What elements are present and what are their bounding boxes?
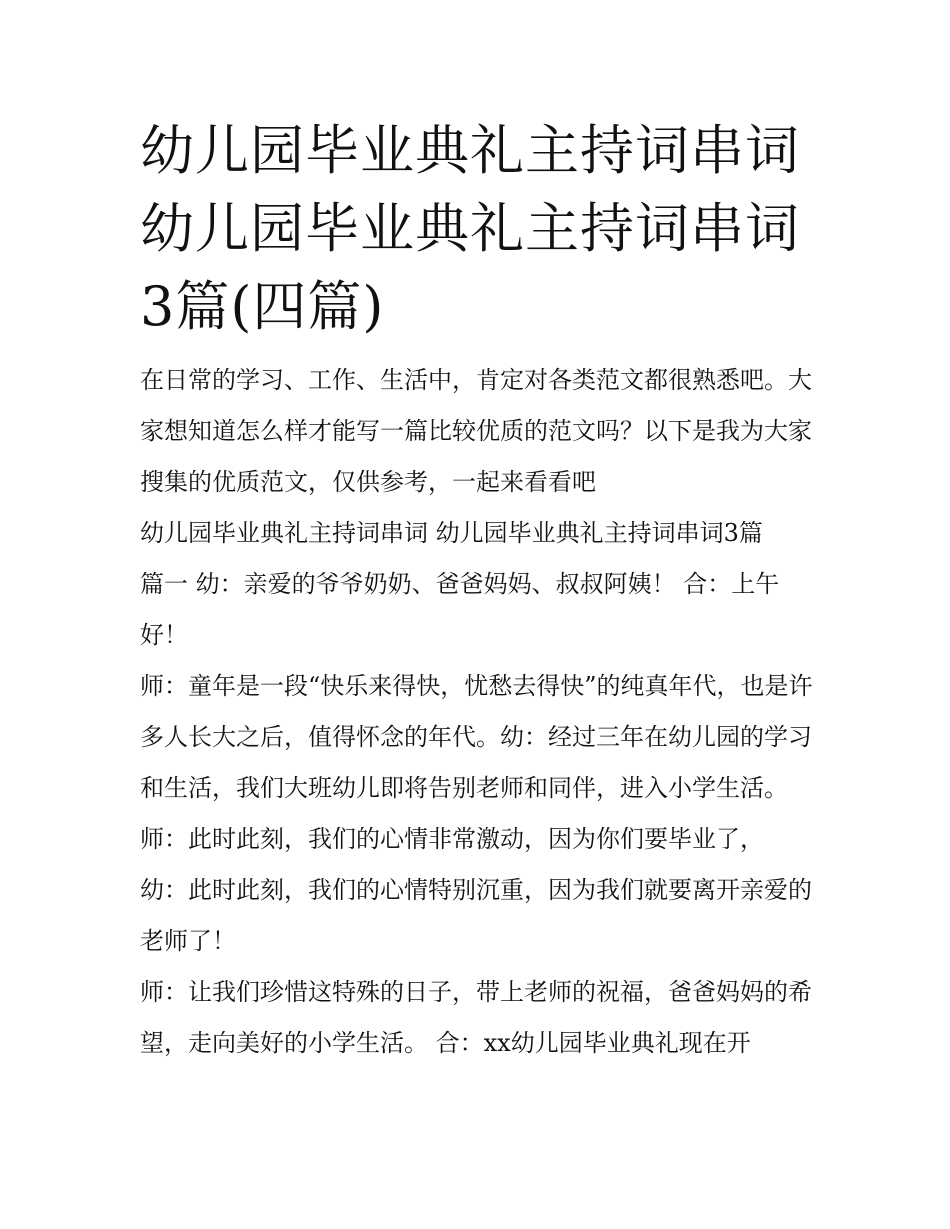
paragraph-teacher-2: 师：此时此刻，我们的心情非常激动，因为你们要毕业了， — [140, 825, 764, 853]
paragraph-heading: 幼儿园毕业典礼主持词串词 幼儿园毕业典礼主持词串词3篇 — [140, 519, 763, 547]
paragraph-child-1: 幼：此时此刻，我们的心情特别沉重，因为我们就要离开亲爱的老师了！ — [140, 876, 812, 955]
document-title: 幼儿园毕业典礼主持词串词 幼儿园毕业典礼主持词串词3篇(四篇) — [140, 119, 800, 338]
document-body — [140, 355, 820, 1069]
paragraph-teacher-1: 师：童年是一段“快乐来得快，忧愁去得快”的纯真年代，也是许多人长大之后，值得怀念的年代。幼：经过三年在幼儿园的学习和生活，我们大班幼儿即将告别老师和同伴，进入小学生活。 — [140, 672, 813, 802]
paragraph-teacher-3: 师：让我们珍惜这特殊的日子，带上老师的祝福，爸爸妈妈的希望，走向美好的小学生活。 合：xx幼儿园毕业典礼现在开 — [140, 978, 812, 1057]
paragraph-greeting: 篇一 幼：亲爱的爷爷奶奶、爸爸妈妈、叔叔阿姨！ 合：上午好！ — [140, 570, 780, 649]
paragraph-intro: 在日常的学习、工作、生活中，肯定对各类范文都很熟悉吧。大家想知道怎么样才能写一篇比较优质的范文吗？以下是我为大家搜集的优质范文，仅供参考，一起来看看吧 — [140, 366, 812, 496]
